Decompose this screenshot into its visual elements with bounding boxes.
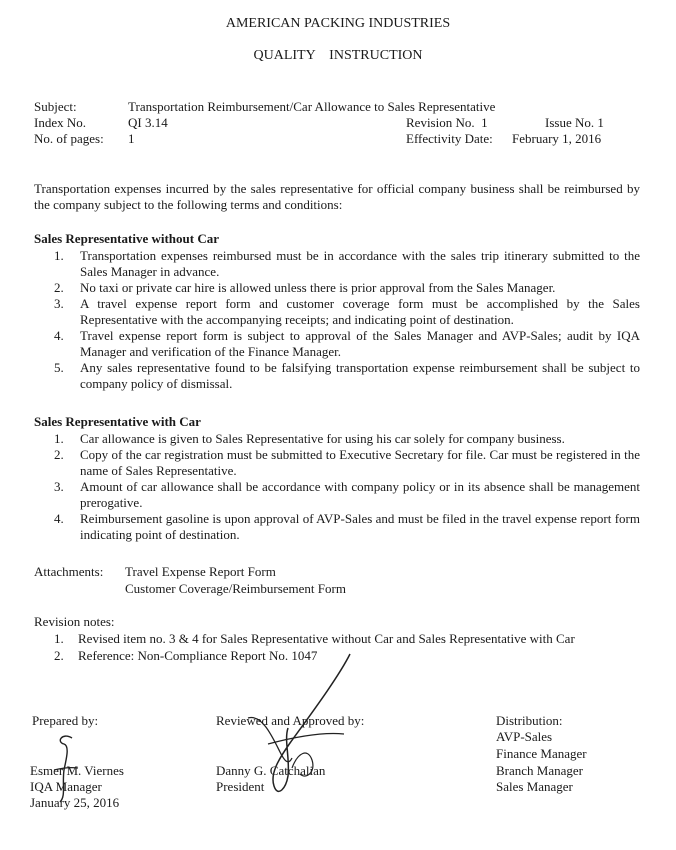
- item-number: 3.: [54, 296, 64, 311]
- list-item: [54, 360, 640, 392]
- item-number: 2.: [54, 280, 64, 295]
- revision-note-number: 2.: [54, 648, 64, 663]
- intro-paragraph: Transportation expenses incurred by the sales representative for official company business shall be reimbursed by the company subject to the following terms and conditions:: [34, 181, 640, 212]
- list-item: [54, 296, 640, 328]
- revision-note-text: Revised item no. 3 & 4 for Sales Representative without Car and Sales Representative with Car: [78, 631, 575, 646]
- distribution-item: Branch Manager: [496, 763, 583, 778]
- revision-note-text: Reference: Non-Compliance Report No. 1047: [78, 648, 318, 663]
- section-heading-with-car: Sales Representative with Car: [34, 414, 201, 429]
- list-item: [54, 328, 640, 360]
- section-heading-without-car: Sales Representative without Car: [34, 231, 219, 246]
- item-text: Amount of car allowance shall be accordance with company policy or in its absence shall be management prerogative.: [80, 479, 640, 510]
- subject-label: Subject:: [34, 99, 77, 114]
- item-text: Copy of the car registration must be submitted to Executive Secretary for file. Car must be registered in the name of Sales Representative.: [80, 447, 640, 478]
- item-number: 2.: [54, 447, 64, 462]
- item-number: 1.: [54, 248, 64, 263]
- list-item: [54, 431, 640, 447]
- company-name: AMERICAN PACKING INDUSTRIES: [225, 16, 451, 31]
- pages-value: 1: [128, 131, 135, 146]
- revision-number: Revision No. 1: [406, 115, 488, 130]
- item-text: No taxi or private car hire is allowed unless there is prior approval from the Sales Manager.: [80, 280, 556, 295]
- item-text: A travel expense report form and customer coverage form must be accomplished by the Sales Representative with the accompanying receipts; and indicating point of destination.: [80, 296, 640, 327]
- approver-name: Danny G. Catchalian: [216, 763, 326, 778]
- item-text: Travel expense report form is subject to approval of the Sales Manager and AVP-Sales; audit by IQA Manager and verification of the Finance Manager.: [80, 328, 640, 359]
- list-item: [54, 447, 640, 479]
- pages-label: No. of pages:: [34, 131, 104, 146]
- item-number: 1.: [54, 431, 64, 446]
- item-number: 3.: [54, 479, 64, 494]
- item-text: Car allowance is given to Sales Representative for using his car solely for company business.: [80, 431, 565, 446]
- item-text: Reimbursement gasoline is upon approval of AVP-Sales and must be filed in the travel expense report form indicating point of destination.: [80, 511, 640, 542]
- issue-number: Issue No. 1: [545, 115, 604, 130]
- preparer-name: Esmer M. Viernes: [30, 763, 124, 778]
- effectivity-date: February 1, 2016: [512, 131, 602, 146]
- item-text: Transportation expenses reimbursed must be in accordance with the sales trip itinerary submitted to the Sales Manager in advance.: [80, 248, 640, 279]
- approver-title: President: [216, 779, 265, 794]
- revision-notes-label: Revision notes:: [34, 614, 115, 629]
- list-with-car: [54, 431, 640, 543]
- list-item: [54, 248, 640, 280]
- distribution-item: Finance Manager: [496, 746, 587, 761]
- subject-value: Transportation Reimbursement/Car Allowance to Sales Representative: [128, 99, 496, 114]
- item-text: Any sales representative found to be falsifying transportation expense reimbursement shall be subject to company policy of dismissal.: [80, 360, 640, 391]
- distribution-item: Sales Manager: [496, 779, 573, 794]
- index-label: Index No.: [34, 115, 86, 130]
- attachment-item: Customer Coverage/Reimbursement Form: [125, 581, 346, 596]
- distribution-label: Distribution:: [496, 713, 563, 728]
- revision-note-number: 1.: [54, 631, 64, 646]
- document-type: QUALITY INSTRUCTION: [253, 48, 423, 63]
- list-item: [54, 511, 640, 543]
- index-value: QI 3.14: [128, 115, 168, 130]
- list-item: [54, 280, 640, 296]
- approved-by-label: Reviewed and Approved by:: [216, 713, 365, 728]
- item-number: 4.: [54, 511, 64, 526]
- list-item: [54, 479, 640, 511]
- item-number: 4.: [54, 328, 64, 343]
- item-number: 5.: [54, 360, 64, 375]
- preparer-title: IQA Manager: [30, 779, 102, 794]
- attachments-label: Attachments:: [34, 564, 104, 579]
- attachment-item: Travel Expense Report Form: [125, 564, 276, 579]
- list-without-car: [54, 248, 640, 392]
- distribution-item: AVP-Sales: [496, 729, 553, 744]
- prepared-by-label: Prepared by:: [32, 713, 99, 728]
- effectivity-label: Effectivity Date:: [406, 131, 493, 146]
- prepared-date: January 25, 2016: [30, 795, 120, 810]
